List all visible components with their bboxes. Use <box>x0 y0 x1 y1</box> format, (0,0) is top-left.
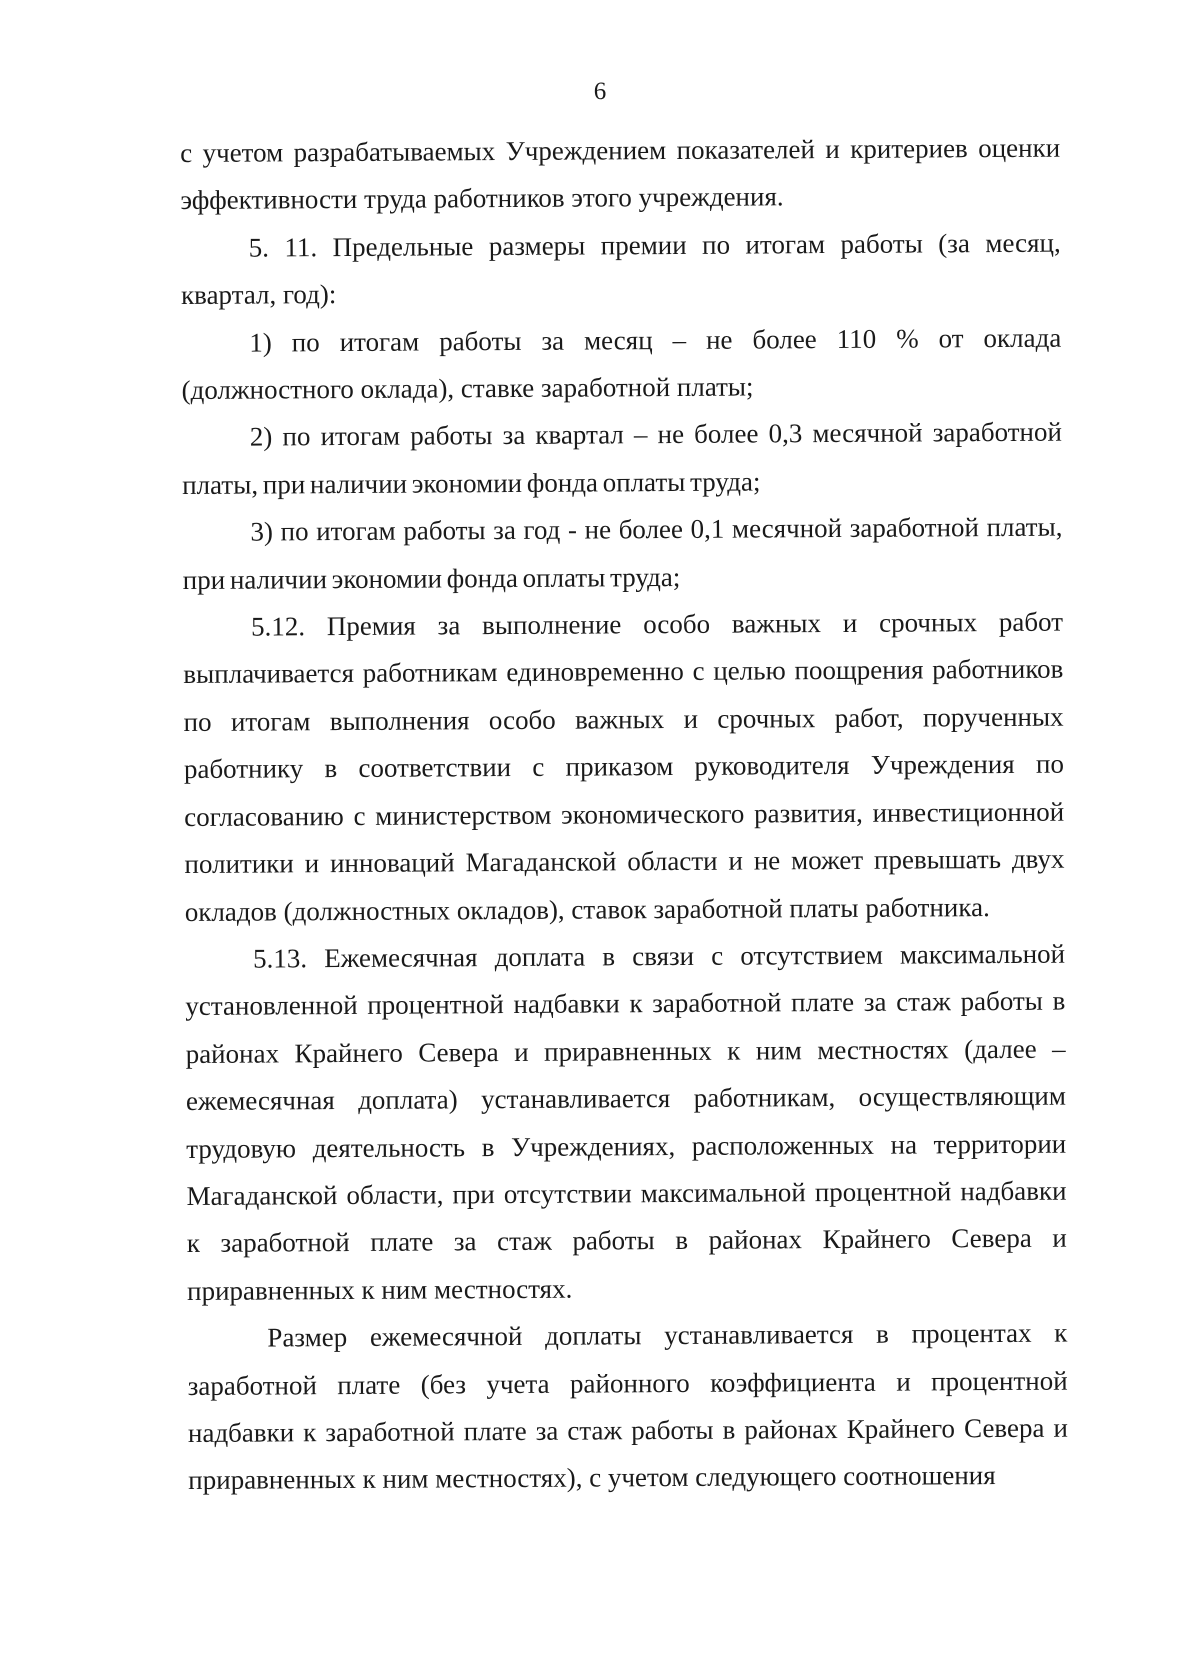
paragraph-5-12: 5.12. Премия за выполнение особо важных и срочных работ выплачивается работникам единовременно с целью поощрения работников по итогам выполнения особо важных и срочных работ, порученных работнику в соответствии с приказом руководителя Учреждения по согласованию с министерством экономического развития, инвестиционной политики и инноваций Магаданской области и не может превышать двух окладов (должностных окладов), ставок заработной платы работника. <box>183 606 1065 927</box>
page-number: 6 <box>593 78 607 105</box>
paragraph-5-13: 5.13. Ежемесячная доплата в связи с отсутствием максимальной установленной процентной надбавки к заработной плате за стаж работы в районах Крайнего Севера и приравненных к ним местностях (далее – ежемесячная доплата) устанавливается работникам, осуществляющим трудовую деятельность в Учреждениях, расположенных на территории Магаданской области, при отсутствии максимальной процентной надбавки к заработной плате за стаж работы в районах Крайнего Севера и приравненных к ним местностях. <box>185 938 1067 1306</box>
paragraph-5-11: 5. 11. Предельные размеры премии по итогам работы (за месяц, квартал, год): <box>180 227 1061 311</box>
paragraph-continuation: с учетом разрабатываемых Учреждением показателей и критериев оценки эффективности труда работников этого учреждения. <box>180 132 1061 216</box>
paragraph-item-3: 3) по итогам работы за год - не более 0,1 месячной заработной платы, при наличии экономии фонда оплаты труда; <box>182 511 1063 595</box>
paragraph-item-1: 1) по итогам работы за месяц – не более 110 % от оклада (должностного оклада), ставке заработной платы; <box>181 322 1062 406</box>
paragraph-item-2: 2) по итогам работы за квартал – не более 0,3 месячной заработной платы, при наличии экономии фонда оплаты труда; <box>182 417 1062 500</box>
paragraph-size-of-payment: Размер ежемесячной доплаты устанавливается в процентах к заработной плате (без учета районного коэффициента и процентной надбавки к заработной плате за стаж работы в районах Крайнего Севера и приравненных к ним местностях), с учетом следующего соотношения <box>187 1317 1069 1496</box>
document-body <box>180 125 1068 1505</box>
